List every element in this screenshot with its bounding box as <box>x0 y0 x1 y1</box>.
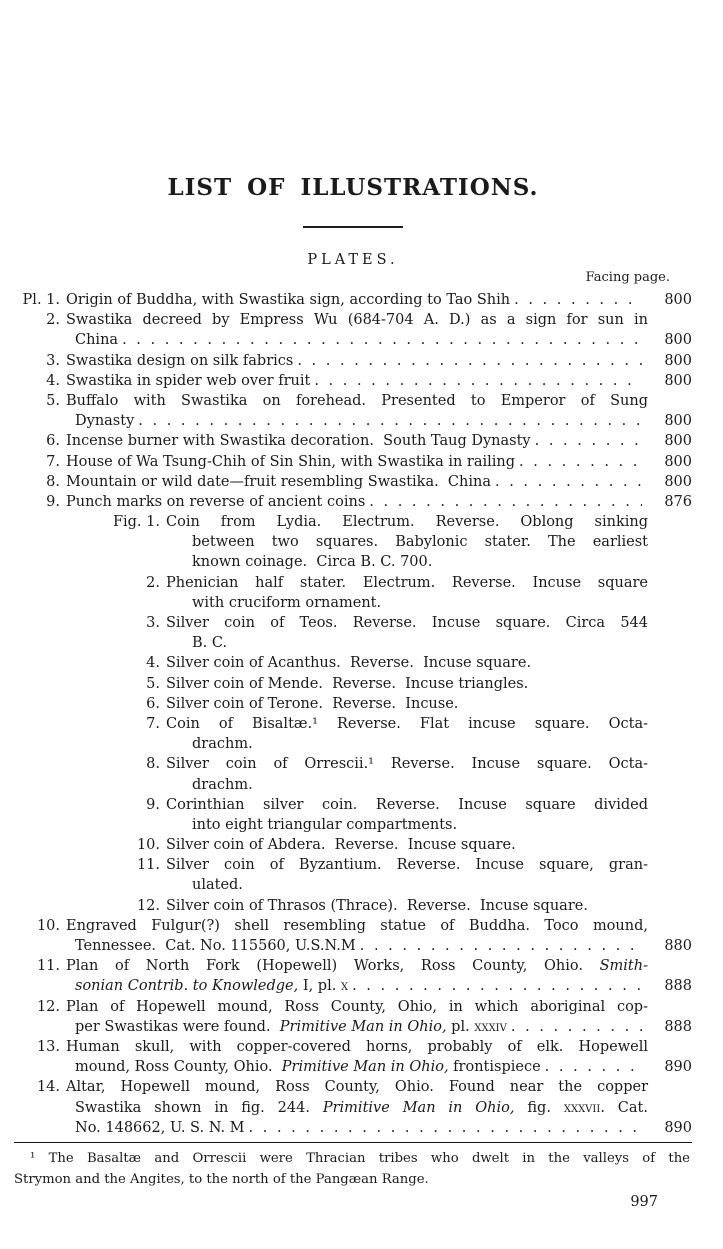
entry-text: Silver coin of Orrescii.¹ Reverse. Incuse square. Octa- <box>166 756 648 773</box>
facing-page-ref: 890 <box>664 1119 692 1136</box>
list-line <box>14 997 692 1017</box>
italic-text: sonian Contrib. to Knowledge, <box>75 978 299 995</box>
entry-text: House of Wa Tsung-Chih of Sin Shin, with Swastika in railing <box>66 453 516 470</box>
entry-text: Silver coin of Terone. Reverse. Incuse. <box>166 695 459 712</box>
small-caps-text: xxxiv <box>474 1018 507 1035</box>
dot-leader <box>369 492 642 512</box>
entry-text: Plan of Hopewell mound, Ross County, Ohio, in which aboriginal cop- <box>66 998 648 1015</box>
entry-text: sonian Contrib. to Knowledge, I, pl. x <box>75 978 349 995</box>
dot-leader <box>138 411 642 431</box>
entry-number: 6. <box>46 433 60 450</box>
entry-text: Silver coin of Teos. Reverse. Incuse square. Circa 544 <box>166 615 648 631</box>
list-line <box>14 512 692 532</box>
entry-text: Altar, Hopewell mound, Ross County, Ohio. Found near the copper <box>66 1079 648 1096</box>
list-line <box>14 936 692 956</box>
list-line <box>14 391 692 411</box>
dot-leader <box>297 351 642 371</box>
facing-page-ref: 800 <box>664 352 692 369</box>
page-number: 997 <box>630 1193 658 1210</box>
list-line <box>14 775 692 795</box>
entry-text: Coin of Bisaltæ.¹ Reverse. Flat incuse square. Octa- <box>166 715 648 732</box>
entry-number: 5. <box>146 675 160 692</box>
dot-leader <box>511 1017 642 1037</box>
dot-leader <box>314 371 642 391</box>
list-line <box>14 1017 692 1037</box>
list-line <box>14 290 692 310</box>
facing-page-ref: 800 <box>664 332 692 349</box>
entry-text: Silver coin of Abdera. Reverse. Incuse square. <box>166 837 516 854</box>
entry-number: 12. <box>36 998 60 1015</box>
entry-number: 7. <box>46 453 60 470</box>
entry-text: Silver coin of Byzantium. Reverse. Incuse square, gran- <box>166 857 648 874</box>
list-line <box>14 532 692 552</box>
entry-text: Silver coin of Acanthus. Reverse. Incuse square. <box>166 655 532 672</box>
dot-leader <box>545 1057 642 1077</box>
entry-text: with cruciform ornament. <box>192 594 382 611</box>
list-line <box>14 855 692 875</box>
entry-text: Punch marks on reverse of ancient coins <box>66 493 366 510</box>
entry-text: Tennessee. Cat. No. 115560, U.S.N.M <box>75 938 356 954</box>
entry-text: B. C. <box>192 635 228 652</box>
entry-text: China <box>75 332 119 349</box>
entry-text: drachm. <box>192 736 253 753</box>
dot-leader <box>519 452 642 472</box>
entry-number: 3. <box>46 352 60 369</box>
dot-leader <box>495 472 642 492</box>
entry-text: Swastika decreed by Empress Wu (684-704 A. D.) as a sign for sun in <box>66 312 648 329</box>
entry-number: Pl. 1. <box>22 292 60 308</box>
entry-text: Silver coin of Thrasos (Thrace). Reverse. Incuse square. <box>166 897 588 914</box>
italic-text: Primitive Man in Ohio, <box>322 1099 515 1116</box>
entry-number: 8. <box>46 473 60 490</box>
entry-number: 8. <box>146 756 160 773</box>
entry-number: 4. <box>46 372 60 389</box>
facing-page-ref: 888 <box>664 1018 692 1035</box>
entry-text: Dynasty <box>75 413 135 430</box>
entry-text: No. 148662, U. S. N. M <box>75 1119 245 1136</box>
entry-number: 5. <box>46 392 60 409</box>
list-line <box>14 492 692 512</box>
page-title: LIST OF ILLUSTRATIONS. <box>167 174 539 201</box>
facing-page-ref: 800 <box>664 433 692 450</box>
facing-page-ref: 800 <box>664 413 692 430</box>
italic-text: Primitive Man in Ohio, <box>281 1059 449 1076</box>
entry-number: 14. <box>36 1079 60 1096</box>
small-caps-text: x <box>340 978 349 995</box>
facing-page-ref: 880 <box>664 938 692 954</box>
dot-leader <box>249 1118 642 1138</box>
footnote-divider <box>14 1142 692 1143</box>
entry-text: Swastika in spider web over fruit <box>66 372 311 389</box>
list-line <box>14 351 692 371</box>
entry-text: Phenician half stater. Electrum. Reverse. Incuse square <box>166 574 648 591</box>
entry-number: 3. <box>146 615 160 631</box>
list-line <box>14 815 692 835</box>
entry-text: Plan of North Fork (Hopewell) Works, Ross County, Ohio. Smith- <box>66 958 648 975</box>
facing-page-ref: 800 <box>664 473 692 490</box>
entry-text: Incense burner with Swastika decoration. South Taug Dynasty <box>66 433 531 450</box>
entry-number: 12. <box>136 897 160 914</box>
entry-text: Origin of Buddha, with Swastika sign, according to Tao Shih <box>66 292 511 308</box>
title-divider <box>303 226 403 228</box>
entry-text: Buffalo with Swastika on forehead. Presented to Emperor of Sung <box>66 392 648 409</box>
list-line <box>14 835 692 855</box>
entry-number: 11. <box>136 857 160 874</box>
facing-page-ref: 890 <box>664 1059 692 1076</box>
italic-text: Smith- <box>599 958 648 975</box>
list-line <box>14 472 692 492</box>
entry-number: 7. <box>146 715 160 732</box>
small-caps-text: xxxvii <box>563 1099 601 1116</box>
entry-number: 13. <box>36 1038 60 1055</box>
list-line <box>14 694 692 714</box>
list-line <box>14 795 692 815</box>
entry-number: Fig. 1. <box>112 514 160 531</box>
entry-text: Mountain or wild date—fruit resembling Swastika. China <box>66 473 491 490</box>
entry-number: 10. <box>136 837 160 854</box>
plates-list <box>14 290 692 1138</box>
facing-page-label: Facing page. <box>585 270 670 285</box>
entry-text: drachm. <box>192 776 253 793</box>
footnote-line-2: Strymon and the Angites, to the north of the Pangæan Range. <box>14 1171 429 1187</box>
dot-leader <box>360 936 642 956</box>
list-line <box>14 875 692 895</box>
list-line <box>14 653 692 673</box>
entry-text: Human skull, with copper-covered horns, probably of elk. Hopewell <box>66 1038 648 1055</box>
entry-text: mound, Ross County, Ohio. Primitive Man in Ohio, frontispiece <box>75 1059 541 1076</box>
facing-page-ref: 800 <box>664 372 692 389</box>
list-line <box>14 734 692 754</box>
entry-text: Engraved Fulgur(?) shell resembling statue of Buddha. Toco mound, <box>66 917 648 934</box>
list-line <box>14 674 692 694</box>
list-line <box>14 976 692 996</box>
entry-text: known coinage. Circa B. C. 700. <box>192 554 433 571</box>
entry-text: Silver coin of Mende. Reverse. Incuse triangles. <box>166 675 529 692</box>
list-line <box>14 633 692 653</box>
entry-number: 11. <box>36 958 60 975</box>
facing-page-ref: 888 <box>664 978 692 995</box>
facing-page-ref: 876 <box>664 493 692 510</box>
footnote-line-1: ¹ The Basaltæ and Orrescii were Thracian tribes who dwelt in the valleys of the <box>30 1150 690 1166</box>
list-line <box>14 916 692 936</box>
entry-text: Swastika shown in fig. 244. Primitive Man in Ohio, fig. xxxvii. Cat. <box>75 1099 648 1116</box>
entry-text: per Swastikas were found. Primitive Man in Ohio, pl. xxxiv <box>75 1018 507 1035</box>
list-line <box>14 956 692 976</box>
list-line <box>14 573 692 593</box>
section-heading: PLATES. <box>307 252 399 268</box>
list-line <box>14 1057 692 1077</box>
list-line <box>14 593 692 613</box>
entry-text: ulated. <box>192 877 243 894</box>
list-line <box>14 552 692 572</box>
entry-text: Coin from Lydia. Electrum. Reverse. Oblong sinking <box>166 514 648 531</box>
entry-number: 2. <box>146 574 160 591</box>
list-line <box>14 1037 692 1057</box>
entry-number: 10. <box>36 917 60 934</box>
italic-text: Primitive Man in Ohio, <box>279 1018 447 1035</box>
entry-text: Swastika design on silk fabrics <box>66 352 294 369</box>
list-line <box>14 330 692 350</box>
entry-text: into eight triangular compartments. <box>192 816 458 833</box>
list-line <box>14 1077 692 1097</box>
entry-text: between two squares. Babylonic stater. The earliest <box>192 534 648 551</box>
entry-number: 9. <box>46 493 60 510</box>
entry-number: 6. <box>146 695 160 712</box>
facing-page-ref: 800 <box>664 292 692 308</box>
entry-number: 9. <box>146 796 160 813</box>
entry-text: Corinthian silver coin. Reverse. Incuse square divided <box>166 796 648 813</box>
dot-leader <box>514 290 642 310</box>
entry-number: 4. <box>146 655 160 672</box>
list-line <box>14 431 692 451</box>
list-line <box>14 754 692 774</box>
facing-page-ref: 800 <box>664 453 692 470</box>
entry-number: 2. <box>46 312 60 329</box>
list-line <box>14 371 692 391</box>
list-line <box>14 896 692 916</box>
list-line <box>14 411 692 431</box>
dot-leader <box>122 330 642 350</box>
list-line <box>14 452 692 472</box>
dot-leader <box>535 431 642 451</box>
list-line <box>14 1118 692 1138</box>
dot-leader <box>352 976 642 996</box>
list-line <box>14 310 692 330</box>
list-line <box>14 1098 692 1118</box>
list-line <box>14 714 692 734</box>
list-line <box>14 613 692 633</box>
